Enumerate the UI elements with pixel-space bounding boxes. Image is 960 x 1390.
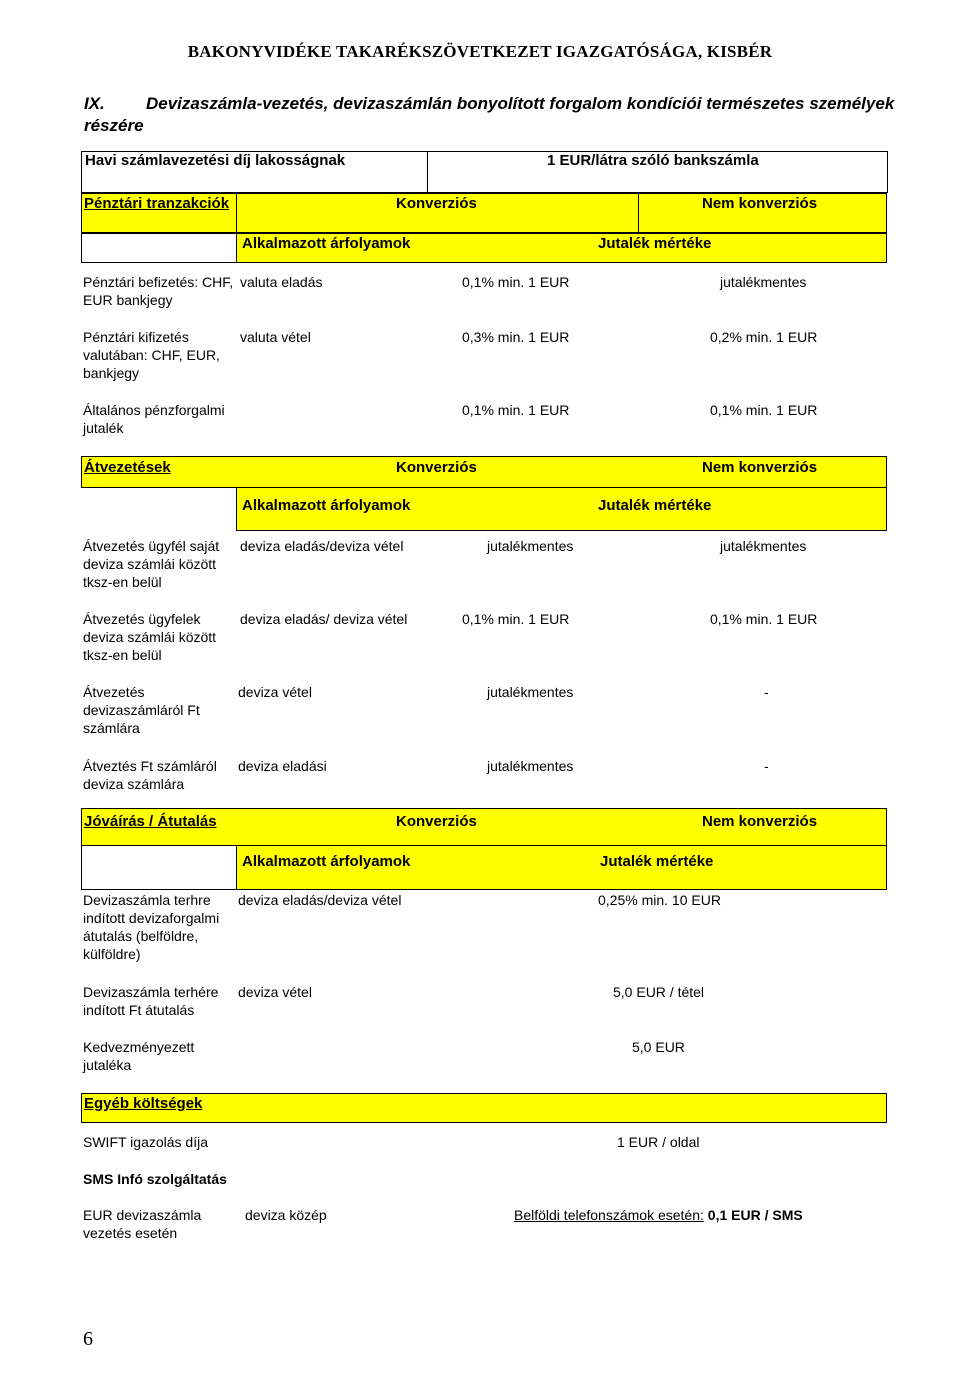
transfer-row3-label3: számlára [83, 720, 140, 736]
sms-title: SMS Infó szolgáltatás [83, 1171, 227, 1187]
sms-fee-prefix: Belföldi telefonszámok esetén: [514, 1207, 704, 1223]
credit-row3-label2: jutaléka [83, 1057, 132, 1073]
credit-row1-label3: átutalás (belföldre, [83, 928, 199, 944]
transfer-row4-label2: deviza számlára [83, 776, 185, 792]
transfer-row1-rate: deviza eladás/deviza vétel [240, 538, 404, 554]
transfers-jutalek: Jutalék mértéke [598, 497, 712, 514]
transfer-row3-label1: Átvezetés [83, 684, 145, 700]
cash-row2-nonconv: 0,2% min. 1 EUR [710, 329, 818, 345]
sms-label1: EUR devizaszámla [83, 1207, 202, 1223]
credit-row2-label2: indított Ft átutalás [83, 1002, 195, 1018]
transfer-row1-nonconv: jutalékmentes [720, 538, 807, 554]
cash-konverzios: Konverziós [396, 195, 477, 212]
cash-row2-label2: valutában: CHF, EUR, [83, 347, 220, 363]
credit-alkalmazott: Alkalmazott árfolyamok [242, 853, 411, 870]
transfers-nem-konverzios: Nem konverziós [702, 459, 818, 476]
credit-nem-konverzios: Nem konverziós [702, 813, 818, 830]
transfer-row2-label2: deviza számlái között [83, 629, 217, 645]
cash-row1-conv: 0,1% min. 1 EUR [462, 274, 570, 290]
cash-row2-conv: 0,3% min. 1 EUR [462, 329, 570, 345]
transfer-row2-label3: tksz-en belül [83, 647, 162, 663]
cash-row1-rate: valuta eladás [240, 274, 323, 290]
bank-header: BAKONYVIDÉKE TAKARÉKSZÖVETKEZET IGAZGATÓSÁGA, KISBÉR [187, 42, 773, 61]
section-title-line2: részére [84, 116, 144, 135]
transfer-row2-conv: 0,1% min. 1 EUR [462, 611, 570, 627]
transfer-row2-rate: deviza eladás/ deviza vétel [240, 611, 408, 627]
cash-section-title: Pénztári tranzakciók [84, 195, 230, 212]
monthly-fee-label: Havi számlavezetési díj lakosságnak [85, 152, 346, 169]
page-number: 6 [83, 1328, 93, 1350]
transfer-row3-label2: devizaszámláról Ft [83, 702, 200, 718]
credit-row3-label1: Kedvezményezett [83, 1039, 195, 1055]
credit-row1-label1: Devizaszámla terhre [83, 892, 211, 908]
transfer-row4-conv: jutalékmentes [487, 758, 574, 774]
cash-row3-label1: Általános pénzforgalmi [83, 402, 225, 418]
swift-fee: 1 EUR / oldal [617, 1134, 700, 1150]
transfers-section-title: Átvezetések [84, 459, 171, 476]
transfer-row2-nonconv: 0,1% min. 1 EUR [710, 611, 818, 627]
credit-row2-fee: 5,0 EUR / tétel [613, 984, 705, 1000]
credit-konverzios: Konverziós [396, 813, 477, 830]
cash-header-divider-2 [638, 193, 639, 233]
transfer-row1-label3: tksz-en belül [83, 574, 162, 590]
monthly-fee-value: 1 EUR/látra szóló bankszámla [547, 152, 759, 169]
cash-row3-nonconv: 0,1% min. 1 EUR [710, 402, 818, 418]
transfers-alkalmazott: Alkalmazott árfolyamok [242, 497, 411, 514]
cash-jutalek: Jutalék mértéke [598, 235, 712, 252]
cash-row3-label2: jutalék [83, 420, 124, 436]
credit-row2-label1: Devizaszámla terhére [83, 984, 219, 1000]
sms-rate: deviza közép [245, 1207, 327, 1223]
transfer-row3-rate: deviza vétel [238, 684, 312, 700]
transfer-row1-label2: deviza számlái között [83, 556, 217, 572]
credit-section-title: Jóváírás / Átutalás [84, 813, 217, 830]
sms-label2: vezetés esetén [83, 1225, 178, 1241]
section-number: IX. [84, 94, 105, 113]
transfers-konverzios: Konverziós [396, 459, 477, 476]
credit-jutalek: Jutalék mértéke [600, 853, 714, 870]
credit-row1-label2: indított devizaforgalmi [83, 910, 220, 926]
credit-row3-fee: 5,0 EUR [632, 1039, 685, 1055]
credit-row1-label4: külföldre) [83, 946, 141, 962]
transfer-row2-label1: Átvezetés ügyfelek [83, 611, 201, 627]
cash-alkalmazott: Alkalmazott árfolyamok [242, 235, 411, 252]
cash-row1-label2: EUR bankjegy [83, 292, 173, 308]
credit-row1-fee: 0,25% min. 10 EUR [598, 892, 721, 908]
credit-row2-rate: deviza vétel [238, 984, 312, 1000]
cash-nem-konverzios: Nem konverziós [702, 195, 818, 212]
cash-row2-label1: Pénztári kifizetés [83, 329, 189, 345]
transfer-row1-conv: jutalékmentes [487, 538, 574, 554]
cash-header-divider-1 [236, 193, 237, 233]
other-section-title: Egyéb költségek [84, 1095, 203, 1112]
credit-subheader-empty [81, 845, 237, 890]
sms-fee [514, 1206, 803, 1224]
cash-row3-conv: 0,1% min. 1 EUR [462, 402, 570, 418]
transfer-row3-nonconv: - [764, 684, 769, 700]
section-title [84, 93, 934, 137]
cash-row2-rate: valuta vétel [240, 329, 311, 345]
credit-row1-rate: deviza eladás/deviza vétel [238, 892, 402, 908]
cash-row2-label3: bankjegy [83, 365, 140, 381]
cash-row1-label1: Pénztári befizetés: CHF, [83, 274, 234, 290]
swift-label: SWIFT igazolás díja [83, 1134, 209, 1150]
sms-fee-value: 0,1 EUR / SMS [703, 1207, 803, 1223]
transfer-row4-rate: deviza eladási [238, 758, 327, 774]
transfer-row4-nonconv: - [764, 758, 769, 774]
transfer-row3-conv: jutalékmentes [487, 684, 574, 700]
cash-subheader-empty [81, 233, 237, 263]
section-title-line1: Devizaszámla-vezetés, devizaszámlán bonyolított forgalom kondíciói természetes személyek [146, 94, 895, 113]
transfer-row4-label1: Átveztés Ft számláról [83, 758, 217, 774]
cash-row1-nonconv: jutalékmentes [720, 274, 807, 290]
transfer-row1-label1: Átvezetés ügyfél saját [83, 538, 220, 554]
